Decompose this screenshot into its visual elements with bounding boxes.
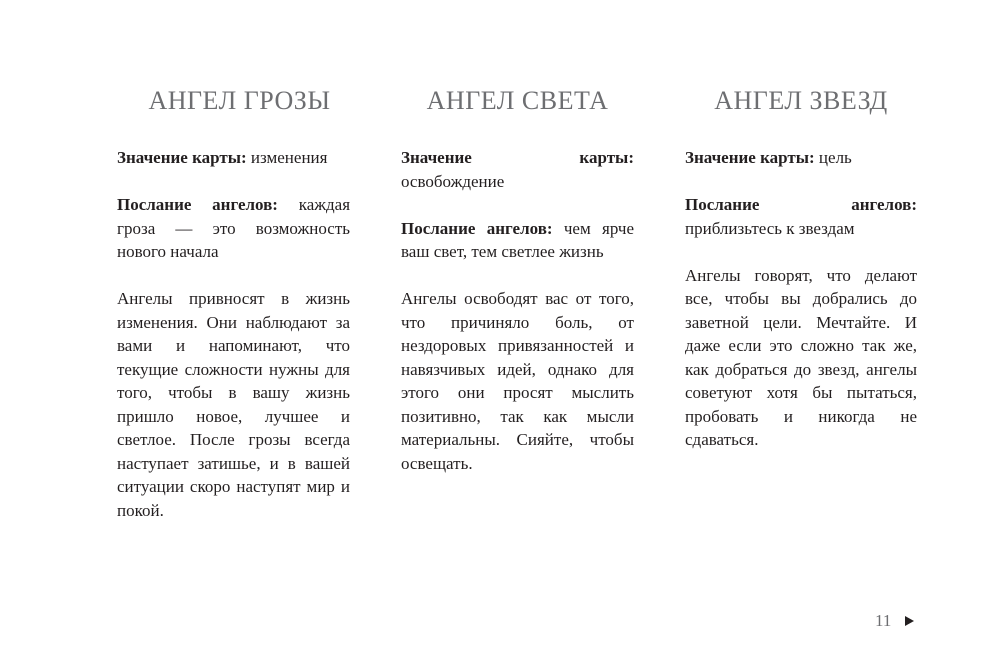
card-message [117,193,350,264]
meaning-text: изменения [250,148,328,167]
page-number: 11 [875,611,892,630]
card-column-light [401,84,634,499]
card-title: АНГЕЛ ГРОЗЫ [148,86,331,115]
meaning-label: Значение карты: [685,148,815,167]
meaning-label: Значение карты: [401,148,634,167]
message-text: приблизьтесь к звездам [685,218,855,238]
message-label: Послание ангелов: [401,218,553,238]
card-description: Ангелы привносят в жизнь изменения. Они наблюдают за вами и напоминают, что текущие сложности нужны для того, чтобы в вашу жизнь пришло новое, лучшее и светлое. После грозы всегда наступает затишье, и в вашей ситуации скоро наступят мир и покой. [117,289,350,520]
card-column-stars [685,84,917,475]
card-description: Ангелы освободят вас от того, что причиняло боль, от нездоровых привязанностей и навязчивых идей, однако для этого они просят мыслить позитивно, так как мысли материальны. Сияйте, чтобы освещать. [401,289,634,473]
card-message [401,217,634,264]
message-text: чем ярче ваш свет, тем светлее жизнь [401,218,635,261]
triangle-right-icon[interactable] [905,616,914,626]
card-title: АНГЕЛ ЗВЕЗД [714,86,888,115]
card-title: АНГЕЛ СВЕТА [426,86,609,115]
card-column-storm [117,84,350,546]
message-label: Послание ангелов: [685,195,917,214]
card-meaning [401,146,634,193]
meaning-text: цель [818,148,852,167]
card-description: Ангелы говорят, что делают все, чтобы вы добрались до заветной цели. Мечтайте. И даже если это сложно так же, как добраться до звезд, ангелы советуют хотя бы пытаться, пробовать и никогда не сдаваться. [685,265,917,449]
card-meaning [685,146,917,170]
message-text: каждая гроза — это возможность нового начала [117,195,351,261]
message-label: Послание ангелов: [117,195,278,214]
meaning-text: освобождение [401,171,505,191]
card-meaning [117,146,350,170]
meaning-label: Значение карты: [117,148,247,167]
card-message [685,193,917,240]
